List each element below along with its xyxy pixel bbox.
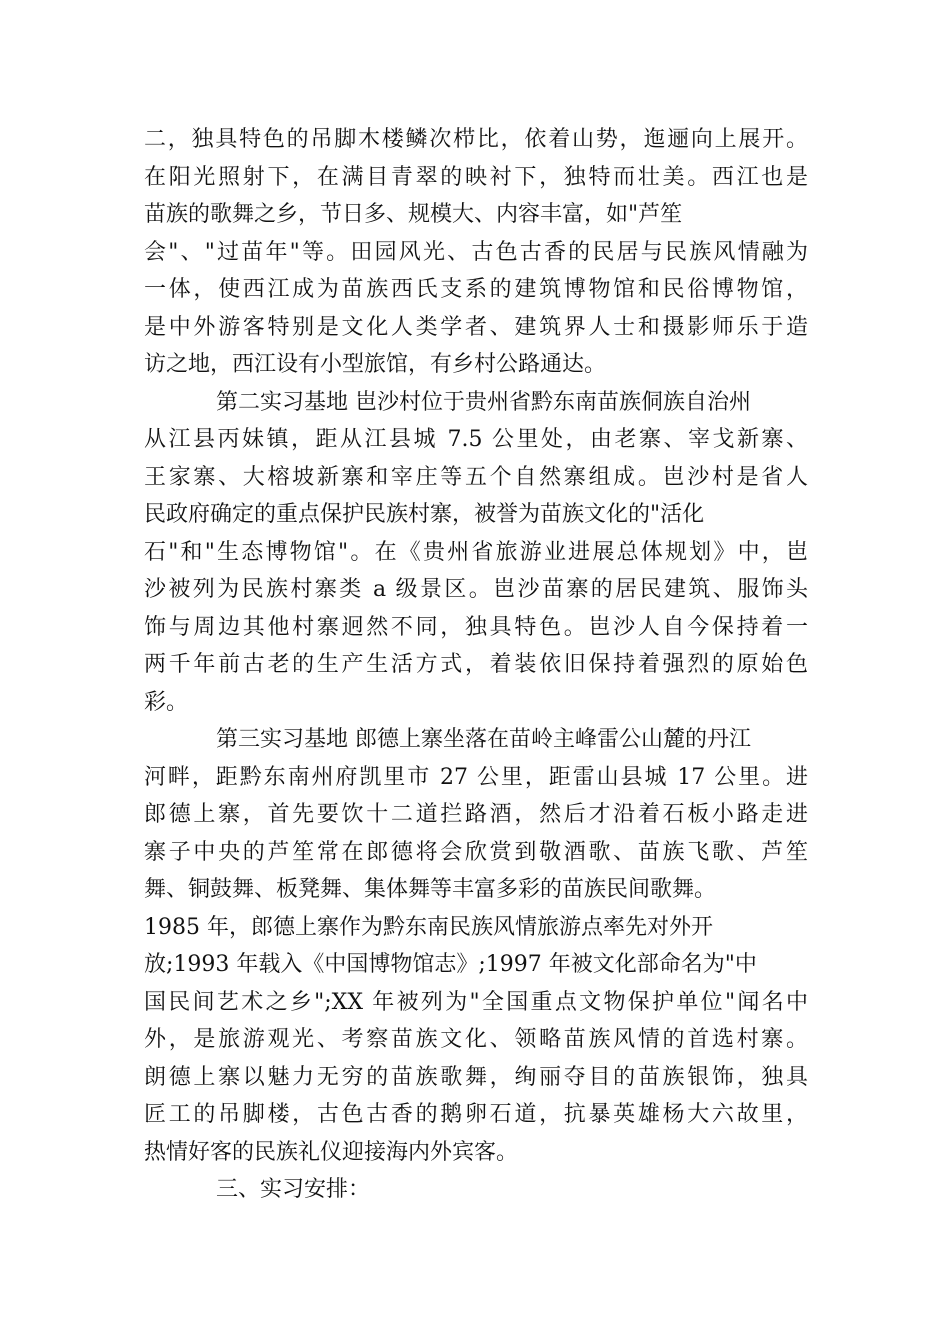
text-line: 会"、"过苗年"等。田园风光、古色古香的民居与民族风情融为 (144, 239, 809, 265)
text-line: 彩。 (144, 689, 189, 715)
text-line: 朗德上寨以魅力无穷的苗族歌舞，绚丽夺目的苗族银饰，独具 (144, 1064, 808, 1090)
section-heading (144, 1171, 808, 1209)
text-line: 1985 年，郎德上寨作为黔东南民族风情旅游点率先对外开 (144, 914, 713, 940)
text-line: 第三实习基地 郎德上寨坐落在苗岭主峰雷公山麓的丹江 (216, 727, 751, 752)
text-line: 国民间艺术之乡";XX 年被列为"全国重点文物保护单位"闻名中 (144, 989, 808, 1015)
text-line: 石"和"生态博物馆"。在《贵州省旅游业进展总体规划》中，岜 (144, 539, 808, 565)
text-line: 是中外游客特别是文化人类学者、建筑界人士和摄影师乐于造 (144, 314, 808, 340)
text-line: 从江县丙妹镇，距从江县城 7.5 公里处，由老寨、宰戈新寨、 (144, 427, 808, 452)
text-line: 一体，使西江成为苗族西氏支系的建筑博物馆和民俗博物馆， (144, 277, 808, 302)
paragraph-langde (144, 721, 808, 1171)
text-line: 第二实习基地 岜沙村位于贵州省黔东南苗族侗族自治州 (216, 389, 751, 415)
text-line: 沙被列为民族村寨类 a 级景区。岜沙苗寨的居民建筑、服饰头 (144, 577, 808, 602)
text-line: 在阳光照射下，在满目青翠的映衬下，独特而壮美。西江也是 (144, 164, 808, 190)
text-line: 王家寨、大榕坡新寨和宰庄等五个自然寨组成。岜沙村是省人 (144, 464, 808, 490)
text-line: 两千年前古老的生产生活方式，着装依旧保持着强烈的原始色 (144, 652, 808, 677)
text-line: 舞、铜鼓舞、板凳舞、集体舞等丰富多彩的苗族民间歌舞。 (144, 877, 717, 902)
text-line: 民政府确定的重点保护民族村寨，被誉为苗族文化的"活化 (144, 502, 705, 527)
text-line: 二，独具特色的吊脚木楼鳞次栉比，依着山势，迤逦向上展开。 (144, 127, 808, 152)
text-line: 热情好客的民族礼仪迎接海内外宾客。 (144, 1139, 519, 1165)
paragraph-basha (144, 384, 808, 722)
text-line: 郎德上寨，首先要饮十二道拦路酒，然后才沿着石板小路走进 (144, 802, 808, 827)
text-line: 外，是旅游观光、考察苗族文化、领略苗族风情的首选村寨。 (144, 1027, 808, 1052)
text-line: 河畔，距黔东南州府凯里市 27 公里，距雷山县城 17 公里。进 (144, 764, 808, 790)
section-heading-text: 三、实习安排： (216, 1177, 371, 1202)
document-page (144, 121, 808, 1209)
text-line: 访之地，西江设有小型旅馆，有乡村公路通达。 (144, 352, 607, 377)
text-line: 寨子中央的芦笙常在郎德将会欣赏到敬酒歌、苗族飞歌、芦笙 (144, 839, 808, 865)
text-line: 饰与周边其他村寨迥然不同，独具特色。岜沙人自今保持着一 (144, 614, 808, 640)
text-line: 放;1993 年载入《中国博物馆志》;1997 年被文化部命名为"中 (144, 952, 757, 977)
paragraph-xijiang (144, 121, 808, 384)
text-line: 匠工的吊脚楼，古色古香的鹅卵石道，抗暴英雄杨大六故里， (144, 1102, 808, 1127)
text-line: 苗族的歌舞之乡，节日多、规模大、内容丰富，如"芦笙 (144, 202, 683, 227)
